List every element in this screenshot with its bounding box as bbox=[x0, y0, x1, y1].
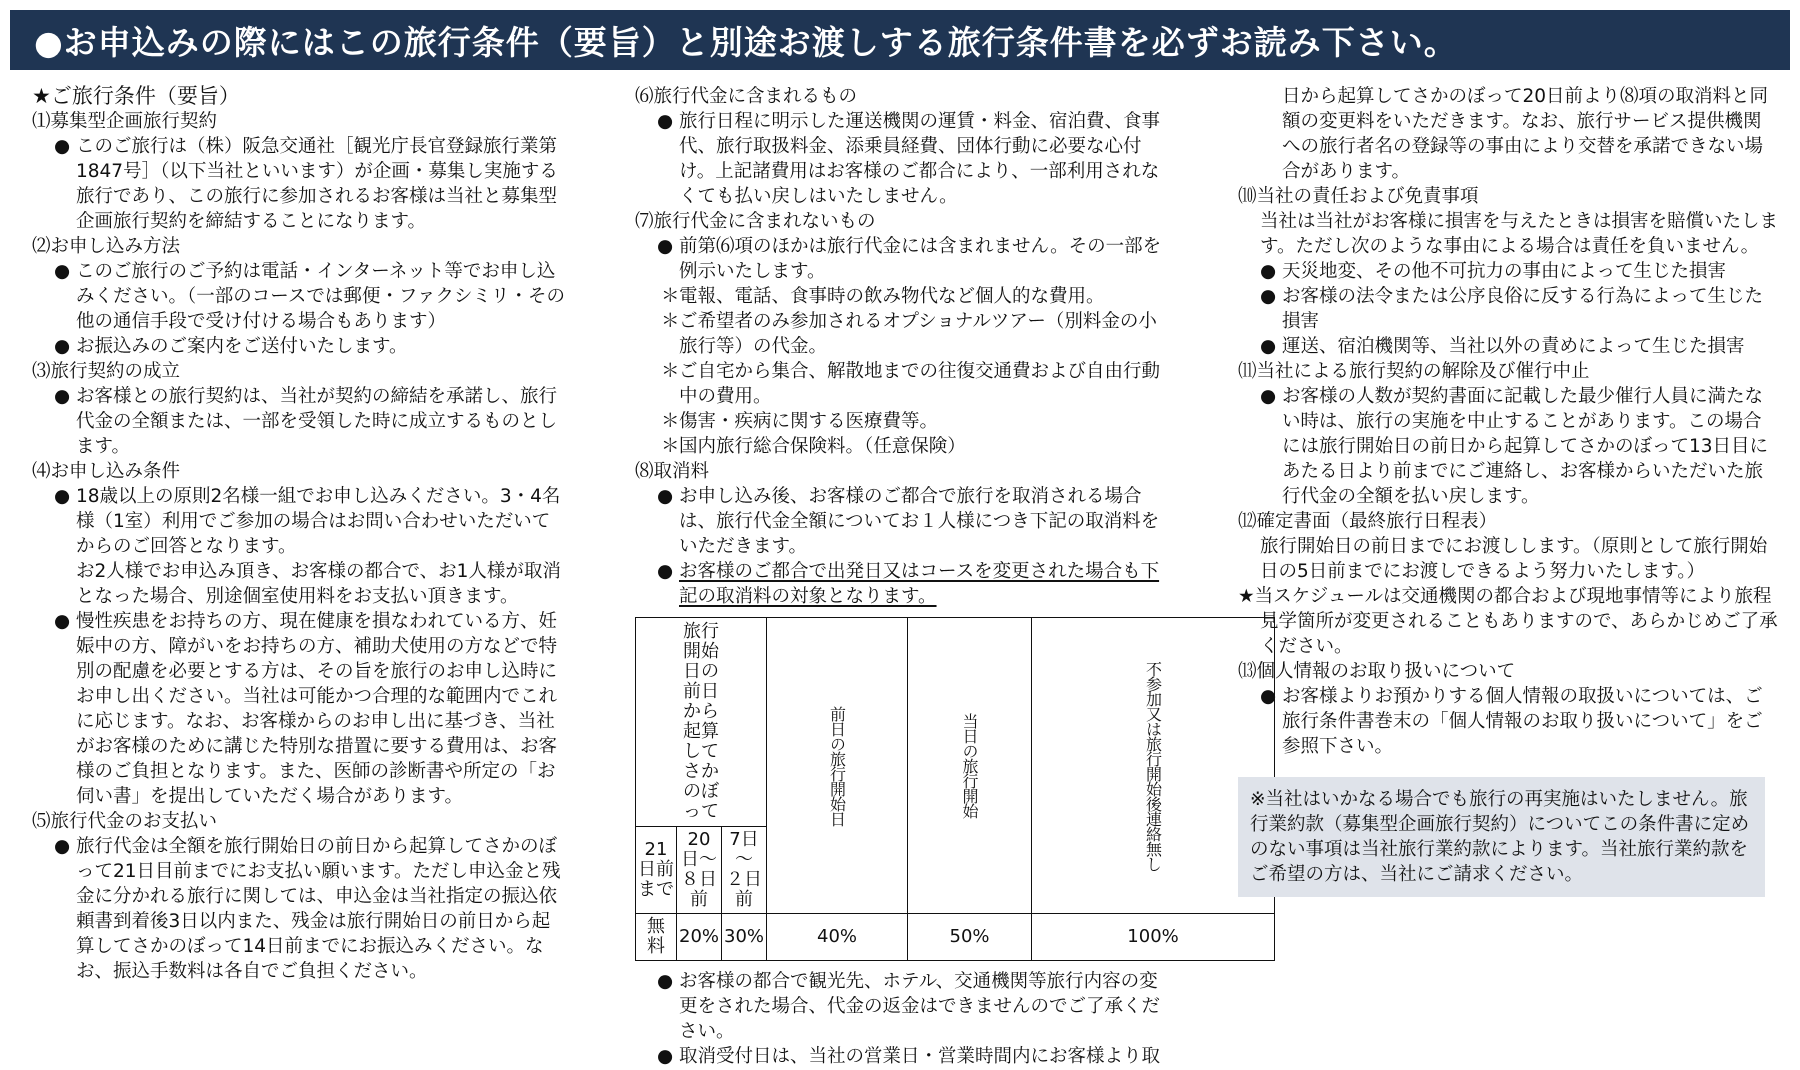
bullet-icon: ● bbox=[1260, 336, 1277, 357]
section-heading-3: ⑶旅行契約の成立 bbox=[32, 361, 181, 382]
asterisk-icon: ＊ bbox=[661, 286, 680, 307]
table-cell: 無 料 bbox=[636, 914, 677, 961]
asterisk-icon: ＊ bbox=[661, 311, 680, 332]
paragraph: 電報、電話、食事時の飲み物代など個人的な費用。 bbox=[679, 286, 1105, 307]
bullet-icon: ● bbox=[657, 236, 674, 257]
table-header: 前日の旅行開始日 bbox=[767, 618, 908, 914]
bullet-icon: ● bbox=[54, 261, 71, 282]
paragraph: 慢性疾患をお持ちの方、現在健康を損なわれている方、妊娠中の方、障がいをお持ちの方、補助犬使用の方などで特別の配慮を必要とする方は、その旨を旅行のお申し込時にお申し出ください。当社は可能かつ合理的な範囲内でこれに応じます。なお、お客様からのお申し出に基づき、当社がお客様のために講じた特別な措置に要する費用は、お客様のご負担となります。また、医師の診断書や所定の「お伺い書」を提出していただく場合があります。 bbox=[76, 611, 558, 807]
section-heading-10: ⑽当社の責任および免責事項 bbox=[1238, 186, 1479, 207]
table-header: 旅行開始日の前日から起算してさかのぼって bbox=[636, 618, 767, 827]
notice-box: ※当社はいかなる場合でも旅行の再実施はいたしません。旅行業約款（募集型企画旅行契約）についてこの条件書に定めのない事項は当社旅行業約款によります。当社旅行業約款をご希望の方は、当社にご請求ください。 bbox=[1238, 777, 1765, 897]
table-cell: 20% bbox=[677, 914, 722, 961]
section-heading-8: ⑻取消料 bbox=[635, 461, 710, 482]
column-2 bbox=[635, 84, 1179, 1070]
bullet-item bbox=[635, 1044, 1175, 1070]
paragraph: 傷害・疾病に関する医療費等。 bbox=[679, 411, 939, 432]
table-header: 7日～ ２日前 bbox=[722, 827, 767, 914]
column-1 bbox=[32, 84, 567, 984]
paragraph: 国内旅行総合保険料。（任意保険） bbox=[679, 436, 966, 457]
bullet-icon: ● bbox=[1260, 261, 1277, 282]
bullet-icon: ● bbox=[54, 136, 71, 157]
bullet-icon: ● bbox=[54, 336, 71, 357]
paragraph: お振込みのご案内をご送付いたします。 bbox=[76, 336, 408, 357]
column-3 bbox=[1238, 84, 1778, 897]
section-heading-13: ⒀個人情報のお取り扱いについて bbox=[1238, 661, 1516, 682]
header-banner bbox=[10, 10, 1790, 70]
bullet-item bbox=[32, 134, 567, 234]
table-header: 当日の旅行開始 bbox=[908, 618, 1032, 914]
bullet-icon: ● bbox=[657, 1046, 674, 1067]
bullet-item bbox=[1238, 284, 1778, 334]
bullet-icon: ● bbox=[657, 111, 674, 132]
paragraph: お客様の人数が契約書面に記載した最少催行人員に満たない時は、旅行の実施を中止することがあります。この場合には旅行開始日の前日から起算してさかのぼって13日目にあたる日より前までにご連絡し、お客様からいただいた旅行代金の全額を払い戻します。 bbox=[1282, 386, 1769, 507]
bullet-item bbox=[635, 234, 1175, 284]
paragraph-continued: 日から起算してさかのぼって20日前より⑻項の取消料と同額の変更料をいただきます。なお、旅行サービス提供機関への旅行者名の登録等の事由により交替を承諾できない場合があります。 bbox=[1282, 86, 1769, 182]
asterisk-item bbox=[635, 284, 1175, 309]
asterisk-icon: ＊ bbox=[661, 361, 680, 382]
paragraph: 旅行代金は全額を旅行開始日の前日から起算してさかのぼって21日目前までにお支払い願います。ただし申込金と残金に分かれる旅行に関しては、申込金は当社指定の振込依頼書到着後3日以内また、残金は旅行開始日の前日から起算してさかのぼって14日前までにお振込みください。なお、振込手数料は各自でご負担ください。 bbox=[76, 836, 561, 982]
paragraph: お2人様でお申込み頂き、お客様の都合で、お1人様が取消となった場合、別途個室使用料をお支払い頂きます。 bbox=[76, 561, 561, 607]
bullet-icon: ● bbox=[1260, 286, 1277, 307]
bullet-item bbox=[635, 969, 1175, 1044]
bullet-icon: ● bbox=[54, 836, 71, 857]
table-cell: 30% bbox=[722, 914, 767, 961]
bullet-icon: ● bbox=[54, 386, 71, 407]
paragraph: お客様よりお預かりする個人情報の取扱いについては、ご旅行条件書巻末の「個人情報のお取り扱いについて」をご参照下さい。 bbox=[1282, 686, 1763, 757]
asterisk-item bbox=[635, 309, 1175, 359]
paragraph: 旅行日程に明示した運送機関の運賃・料金、宿泊費、食事代、旅行取扱料金、添乗員経費、団体行動に必要な心付け。上記諸費用はお客様のご都合により、一部利用されなくても払い戻しはいたしません。 bbox=[679, 111, 1161, 207]
bullet-item bbox=[32, 484, 567, 559]
paragraph: このご旅行は（株）阪急交通社［観光庁長官登録旅行業第1847号］（以下当社といいます）が企画・募集し実施する旅行であり、この旅行に参加されるお客様は当社と募集型企画旅行契約を締結することになります。 bbox=[76, 136, 558, 232]
table-header: 不参加又は旅行開始後連絡無し bbox=[1032, 618, 1275, 914]
paragraph: このご旅行のご予約は電話・インターネット等でお申し込みください。（一部のコースでは郵便・ファクシミリ・その他の通信手段で受け付ける場合もあります） bbox=[76, 261, 565, 332]
paragraph: 旅行開始日の前日までにお渡しします。（原則として旅行開始日の5日前までにお渡しできるよう努力いたします。） bbox=[1260, 536, 1768, 582]
cancellation-fee-table bbox=[635, 617, 1275, 961]
paragraph: 天災地変、その他不可抗力の事由によって生じた損害 bbox=[1282, 261, 1727, 282]
table-header: 21日前まで bbox=[636, 827, 677, 914]
section-heading-5: ⑸旅行代金のお支払い bbox=[32, 811, 218, 832]
bullet-item bbox=[1238, 384, 1778, 509]
bullet-icon: ● bbox=[657, 486, 674, 507]
bullet-item bbox=[32, 609, 567, 809]
paragraph: お客様の法令または公序良俗に反する行為によって生じた損害 bbox=[1282, 286, 1764, 332]
bullet-icon: ● bbox=[657, 561, 674, 582]
bullet-item bbox=[32, 834, 567, 984]
paragraph: ご希望者のみ参加されるオプショナルツアー（別料金の小旅行等）の代金。 bbox=[679, 311, 1157, 357]
section-heading-7: ⑺旅行代金に含まれないもの bbox=[635, 211, 876, 232]
bullet-item bbox=[1238, 334, 1778, 359]
schedule-notice: ★当スケジュールは交通機関の都合および現地事情等により旅程見学箇所が変更されることもありますので、あらかじめご了承ください。 bbox=[1238, 586, 1778, 657]
table-header: 20日～ ８日前 bbox=[677, 827, 722, 914]
bullet-item bbox=[32, 259, 567, 334]
paragraph: お申し込み後、お客様のご都合で旅行を取消される場合は、旅行代金全額についてお１人様につき下記の取消料をいただきます。 bbox=[679, 486, 1160, 557]
bullet-item bbox=[32, 384, 567, 459]
paragraph: ご自宅から集合、解散地までの往復交通費および自由行動中の費用。 bbox=[679, 361, 1161, 407]
bullet-icon: ● bbox=[54, 611, 71, 632]
section-heading-6: ⑹旅行代金に含まれるもの bbox=[635, 86, 858, 107]
section-heading-12: ⑿確定書面（最終旅行日程表） bbox=[1238, 511, 1498, 532]
table-cell: 40% bbox=[767, 914, 908, 961]
bullet-item bbox=[1238, 684, 1778, 759]
bullet-icon: ● bbox=[54, 486, 71, 507]
bullet-icon: ● bbox=[657, 971, 674, 992]
bullet-item bbox=[32, 334, 567, 359]
bullet-item bbox=[635, 484, 1175, 559]
section-heading-1: ⑴募集型企画旅行契約 bbox=[32, 111, 218, 132]
paragraph: 18歳以上の原則2名様一組でお申し込みください。3・4名様（1室）利用でご参加の場合はお問い合わせいただいてからのご回答となります。 bbox=[76, 486, 561, 557]
asterisk-icon: ＊ bbox=[661, 411, 680, 432]
banner-title: ●お申込みの際にはこの旅行条件（要旨）と別途お渡しする旅行条件書を必ずお読み下さい。 bbox=[34, 22, 1458, 62]
table-cell: 50% bbox=[908, 914, 1032, 961]
section-heading-11: ⑾当社による旅行契約の解除及び催行中止 bbox=[1238, 361, 1590, 382]
paragraph: お客様の都合で観光先、ホテル、交通機関等旅行内容の変更をされた場合、代金の返金はできませんのでご了承ください。 bbox=[679, 971, 1161, 1042]
paragraph: 前第⑹項のほかは旅行代金には含まれません。その一部を例示いたします。 bbox=[679, 236, 1162, 282]
section-heading-2: ⑵お申し込み方法 bbox=[32, 236, 181, 257]
section-title: ★ご旅行条件（要旨） bbox=[32, 84, 240, 108]
asterisk-icon: ＊ bbox=[661, 436, 680, 457]
bullet-item-underlined bbox=[635, 559, 1175, 609]
asterisk-item bbox=[635, 434, 1175, 459]
bullet-icon: ● bbox=[1260, 686, 1277, 707]
paragraph: お客様との旅行契約は、当社が契約の締結を承諾し、旅行代金の全額または、一部を受領した時に成立するものとします。 bbox=[76, 386, 558, 457]
bullet-item bbox=[635, 109, 1175, 209]
bullet-item bbox=[1238, 259, 1778, 284]
paragraph: 当社は当社がお客様に損害を与えたときは損害を賠償いたします。ただし次のような事由による場合は責任を負いません。 bbox=[1260, 211, 1779, 257]
bullet-icon: ● bbox=[1260, 386, 1277, 407]
paragraph: 運送、宿泊機関等、当社以外の責めによって生じた損害 bbox=[1282, 336, 1745, 357]
asterisk-item bbox=[635, 359, 1175, 409]
table-cell: 100% bbox=[1032, 914, 1275, 961]
section-heading-4: ⑷お申し込み条件 bbox=[32, 461, 181, 482]
paragraph: お客様のご都合で出発日又はコースを変更された場合も下記の取消料の対象となります。 bbox=[679, 561, 1160, 607]
paragraph: 取消受付日は、当社の営業日・営業時間内にお客様より取 bbox=[679, 1046, 1161, 1067]
asterisk-item bbox=[635, 409, 1175, 434]
